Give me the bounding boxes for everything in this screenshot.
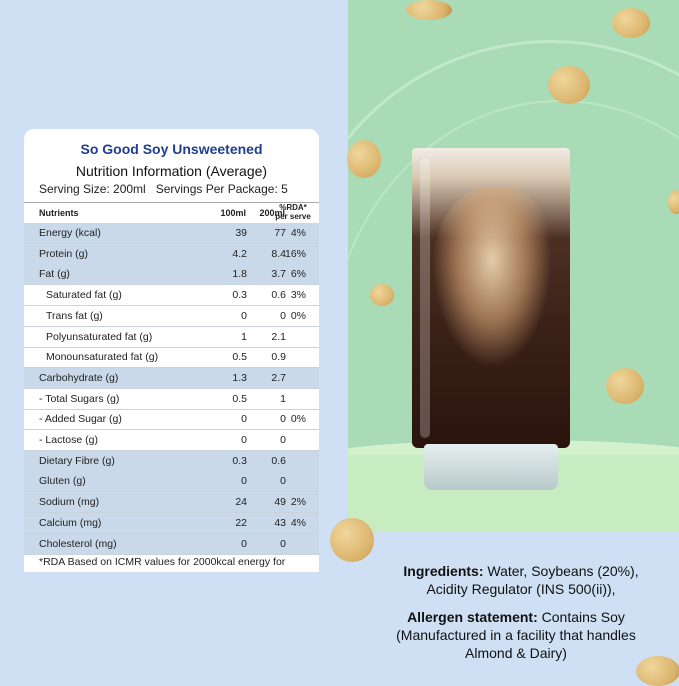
nutrient-name: Saturated fat (g): [46, 289, 122, 302]
value-100ml: 4.2: [232, 247, 247, 260]
nutrient-name: Protein (g): [39, 247, 89, 260]
nutrient-name: Dietary Fibre (g): [39, 454, 115, 467]
value-200ml: 0.6: [271, 454, 286, 467]
value-100ml: 0.3: [232, 454, 247, 467]
value-200ml: 1: [280, 392, 286, 405]
value-rda: 4%: [290, 516, 306, 529]
soybean-image: [668, 190, 679, 214]
table-header: [24, 202, 319, 224]
value-rda: 3%: [290, 289, 306, 302]
value-100ml: 22: [235, 516, 247, 529]
value-200ml: 2.7: [271, 371, 286, 384]
soybean-image: [548, 66, 590, 104]
value-100ml: 1.3: [232, 371, 247, 384]
nutrient-name: - Added Sugar (g): [39, 413, 122, 426]
value-rda: 2%: [290, 496, 306, 509]
nutrient-name: - Total Sugars (g): [39, 392, 120, 405]
allergen-text-line1: Contains Soy: [537, 609, 625, 625]
value-200ml: 43: [274, 516, 286, 529]
soybean-image: [406, 0, 452, 20]
value-200ml: 8.4: [271, 247, 286, 260]
table-row: [24, 264, 319, 285]
nutrient-name: Monounsaturated fat (g): [46, 351, 159, 364]
table-row: [24, 409, 319, 430]
allergen-text-line2: (Manufactured in a facility that handles: [396, 627, 636, 643]
soybean-image: [347, 140, 381, 178]
value-100ml: 0: [241, 309, 247, 322]
value-200ml: 49: [274, 496, 286, 509]
nutrient-name: - Lactose (g): [39, 434, 98, 446]
table-row: [24, 492, 319, 513]
table-row: [24, 306, 319, 327]
soybean-image: [612, 8, 650, 38]
nutrient-name: Polyunsaturated fat (g): [46, 330, 153, 343]
table-row: [24, 451, 319, 472]
table-row: [24, 244, 319, 265]
nutrient-name: Sodium (mg): [39, 496, 100, 509]
value-100ml: 0.3: [232, 289, 247, 302]
value-rda: 4%: [290, 227, 306, 239]
allergen-block: [366, 608, 666, 662]
ingredients-text-line2: Acidity Regulator (INS 500(ii)),: [426, 581, 616, 597]
value-100ml: 0: [241, 475, 247, 488]
value-100ml: 1: [241, 330, 247, 343]
serving-info: Serving Size: 200ml Servings Per Package: 5: [39, 182, 288, 196]
header-nutrients: Nutrients: [39, 208, 79, 218]
value-100ml: 24: [235, 496, 247, 509]
glass-base: [424, 444, 558, 490]
value-100ml: 0.5: [232, 392, 247, 405]
nutrition-heading: Nutrition Information (Average): [75, 163, 268, 179]
table-row: [24, 327, 319, 348]
soybean-image: [330, 518, 374, 562]
value-200ml: 0.9: [271, 351, 286, 364]
table-row: [24, 513, 319, 534]
soybean-image: [606, 368, 644, 404]
value-200ml: 0.6: [271, 289, 286, 302]
table-row: [24, 471, 319, 492]
value-100ml: 0.5: [232, 351, 247, 364]
rda-footnote: *RDA Based on ICMR values for 2000kcal energy for: [39, 556, 286, 568]
value-200ml: 0: [280, 434, 286, 446]
value-100ml: 39: [235, 227, 247, 239]
value-100ml: 0: [241, 413, 247, 426]
value-rda: 0%: [290, 413, 306, 426]
value-rda: 0%: [290, 309, 306, 322]
nutrient-name: Cholesterol (mg): [39, 537, 117, 550]
nutrient-name: Calcium (mg): [39, 516, 102, 529]
value-100ml: 0: [241, 537, 247, 550]
value-100ml: 1.8: [232, 268, 247, 281]
value-200ml: 0: [280, 537, 286, 550]
table-row: [24, 534, 319, 555]
allergen-text-line3: Almond & Dairy): [465, 645, 567, 661]
nutrient-name: Trans fat (g): [46, 309, 103, 322]
header-100ml: 100ml: [220, 208, 246, 218]
table-row: [24, 430, 319, 451]
nutrient-name: Gluten (g): [39, 475, 86, 488]
value-200ml: 77: [274, 227, 286, 239]
header-200ml: 200ml: [259, 208, 285, 218]
iced-coffee-glass-image: [412, 148, 570, 493]
brand-title: So Good Soy Unsweetened: [80, 141, 263, 157]
header-rda-line1: %RDA*: [279, 203, 307, 212]
glass-shine: [420, 158, 430, 438]
header-rda-line2: per serve: [275, 212, 311, 221]
value-rda: 6%: [290, 268, 306, 281]
ingredients-text-line1: Water, Soybeans (20%),: [483, 563, 639, 579]
nutrient-name: Carbohydrate (g): [39, 371, 119, 384]
ingredients-block: [376, 562, 666, 598]
table-row: [24, 285, 319, 306]
soybean-image: [370, 284, 394, 306]
table-row: [24, 223, 319, 244]
value-200ml: 3.7: [271, 268, 286, 281]
value-200ml: 2.1: [271, 330, 286, 343]
nutrient-name: Fat (g): [39, 268, 70, 281]
table-row: [24, 389, 319, 410]
nutrition-card: [24, 129, 319, 572]
table-row: [24, 347, 319, 368]
header-rda: [274, 203, 312, 221]
nutrient-name: Energy (kcal): [39, 227, 101, 239]
value-200ml: 0: [280, 309, 286, 322]
value-200ml: 0: [280, 413, 286, 426]
table-row: [24, 368, 319, 389]
value-200ml: 0: [280, 475, 286, 488]
ingredients-label: Ingredients:: [403, 563, 484, 579]
value-100ml: 0: [241, 434, 247, 446]
allergen-label: Allergen statement:: [407, 609, 538, 625]
value-rda: 16%: [284, 247, 306, 260]
